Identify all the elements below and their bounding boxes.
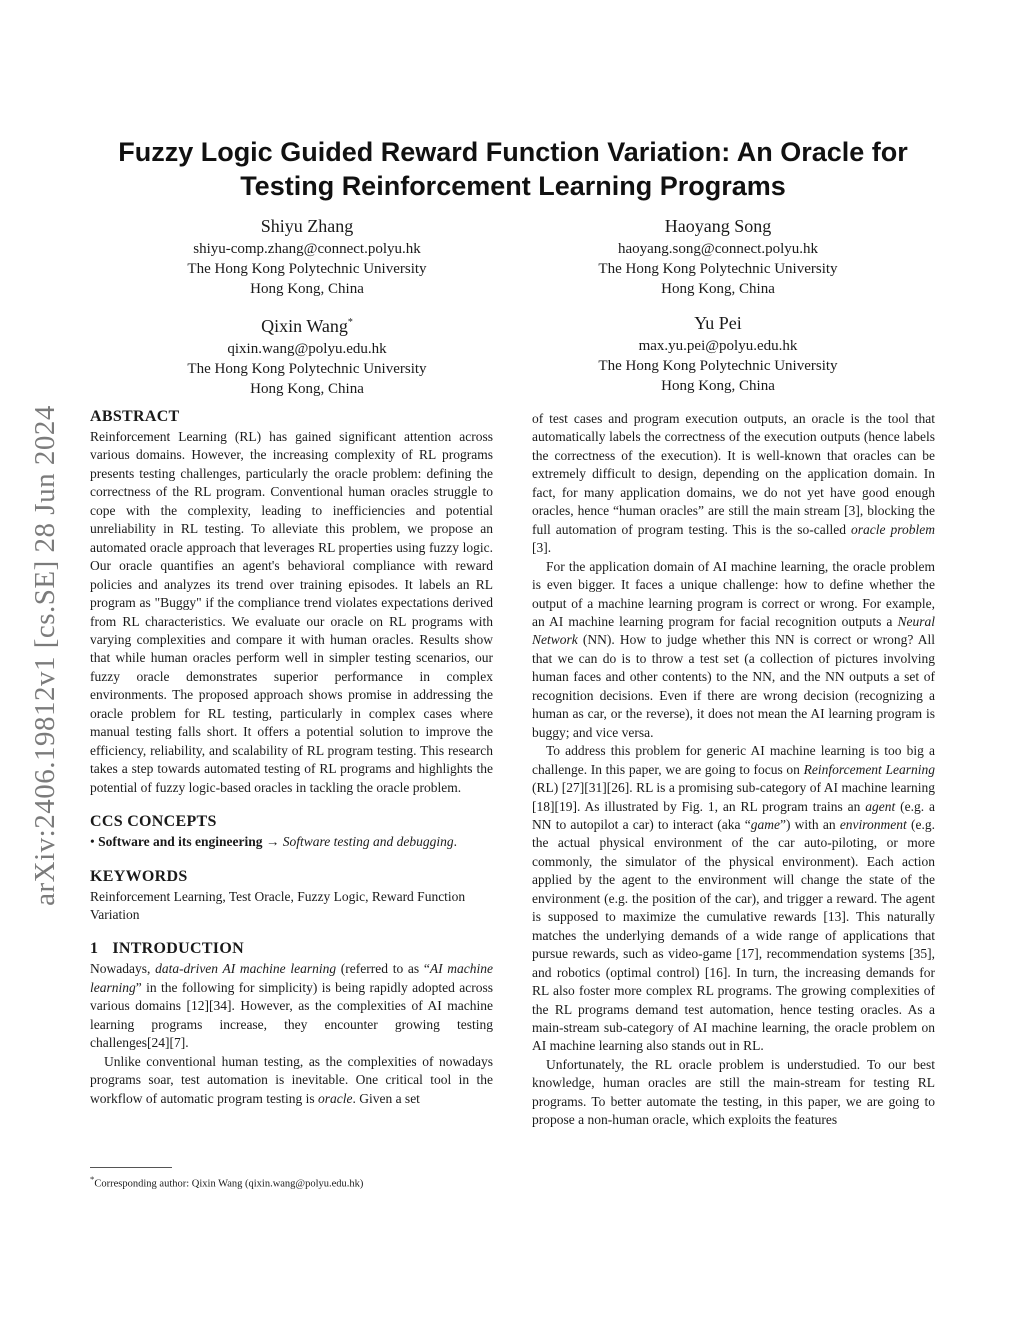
abstract-heading: ABSTRACT <box>90 408 180 425</box>
ccs-concepts: • Software and its engineering → Software testing and debugging. <box>90 834 457 850</box>
author-location: Hong Kong, China <box>250 381 364 397</box>
author-name: Shiyu Zhang <box>260 216 354 236</box>
author-block <box>528 311 908 396</box>
paragraph: Unfortunately, the RL oracle problem is understudied. To our best knowledge, human oracles are still the main-stream for testing RL programs. To better automate the testing, in this paper, we are going to propose a non-human oracle, which exploits the features <box>532 1056 935 1128</box>
author-email: max.yu.pei@polyu.edu.hk <box>638 338 798 354</box>
paragraph: of test cases and program execution outputs, an oracle is the tool that automatically labels the correctness of the execution outputs (hence labels the correctness of the execution). It is well-known that oracles can be extremely difficult to design, depending on the application domain. In fact, for many application domains, we do not yet have good enough oracles, hence “human oracles” are still the main stream [3], blocking the full automation of program testing. This is the so-called oracle problem [3]. <box>532 411 936 556</box>
author-affiliation: The Hong Kong Polytechnic University <box>187 361 427 377</box>
keywords-heading: KEYWORDS <box>90 867 188 885</box>
footnote-mark: * <box>90 1174 95 1184</box>
author-name <box>117 311 497 338</box>
footnote-text: Corresponding author: Qixin Wang (qixin.wang@polyu.edu.hk) <box>94 1178 364 1190</box>
author-name-text: Qixin Wang <box>261 316 348 336</box>
right-column <box>532 410 935 1130</box>
abstract-text: Reinforcement Learning (RL) has gained significant attention across various domains. However, the increasing complexity of RL programs presents testing challenges, particularly the oracle problem: defining the correctness of the RL program. Conventional human oracles struggle to cope with the complexity, leading to inefficiencies and potential unreliability in RL testing. To alleviate this problem, we propose an automated oracle approach that leverages RL properties using fuzzy logic. Our oracle quantifies an agent's behavioral compliance with reward policies and analyzes its trend over training episodes. It labels an RL program as "Buggy" if the compliance trend violates expectations derived from RL characteristics. We evaluate our oracle on RL programs with varying complexities and compare it with human oracles. Results show that while human oracles perform well in simpler testing scenarios, our fuzzy oracle demonstrates superior performance in complex environments. The proposed approach shows promise in addressing the oracle problem for RL testing, particularly in complex cases where manual testing falls short. It offers a potential solution to improve the efficiency, reliability, and scalability of RL program testing. This research takes a step towards automated testing of RL programs and highlights the potential of fuzzy logic-based oracles in tackling the oracle problem. <box>90 429 493 795</box>
corresponding-mark: * <box>347 317 353 328</box>
paragraph: Nowadays, data-driven AI machine learning (referred to as “AI machine learning” in the following for simplicity) is being rapidly adopted across various domains [12][34]. However, as the complexities of AI machine learning programs increase, they encounter growing testing challenges[24][7]. <box>90 961 493 1051</box>
footnote <box>90 1172 590 1192</box>
author-name: Haoyang Song <box>664 216 772 236</box>
author-location: Hong Kong, China <box>661 378 775 394</box>
author-email: haoyang.song@connect.polyu.hk <box>617 241 819 257</box>
keywords-text: Reinforcement Learning, Test Oracle, Fuzzy Logic, Reward Function Variation <box>90 888 466 922</box>
author-location: Hong Kong, China <box>661 281 775 297</box>
arxiv-id-text: arXiv:2406.19812v1 [cs.SE] 28 Jun 2024 <box>28 404 61 906</box>
author-block <box>528 214 908 299</box>
footnote-rule <box>90 1167 172 1168</box>
paragraph: Unlike conventional human testing, as the complexities of nowadays programs soar, test automation is inevitable. One critical tool in the workflow of automatic program testing is oracle. Given a set <box>90 1053 493 1106</box>
author-email: qixin.wang@polyu.edu.hk <box>227 341 387 357</box>
section-heading <box>90 938 493 960</box>
author-email: shiyu-comp.zhang@connect.polyu.hk <box>193 241 421 257</box>
section-number: 1 <box>90 940 99 958</box>
section-title: INTRODUCTION <box>112 940 244 958</box>
paper-title: Fuzzy Logic Guided Reward Function Variation: An Oracle for Testing Reinforcement Learning Programs <box>118 137 908 201</box>
author-affiliation: The Hong Kong Polytechnic University <box>598 358 838 374</box>
author-name: Yu Pei <box>694 313 742 333</box>
author-affiliation: The Hong Kong Polytechnic University <box>598 261 838 277</box>
paragraph: For the application domain of AI machine learning, the oracle problem is even bigger. It faces a unique challenge: how to define whether the output of a machine learning program is correct or wrong. For example, an AI machine learning program for facial recognition outputs a Neural Network (NN). How to judge whether this NN is correct or wrong? All that we can do is to throw a test set (a collection of pictures involving human faces and other contents) to the NN, and the NN outputs a set of recognition decisions. Even if there are wrong decision (recognizing a human as car, or the reverse), it does not mean the AI learning program is buggy; and vice versa. <box>532 558 935 740</box>
author-block <box>117 311 497 399</box>
author-affiliation: The Hong Kong Polytechnic University <box>187 261 427 277</box>
author-block <box>117 214 497 299</box>
paragraph: To address this problem for generic AI machine learning is too big a challenge. In this paper, we are going to focus on Reinforcement Learning (RL) [27][31][26]. RL is a promising sub-category of AI machine learning [18][19]. As illustrated by Fig. 1, an RL program trains an agent (e.g. a NN to autopilot a car) to interact (aka “game”) with an environment (e.g. the actual physical environment of the car auto-piloting, or more commonly, the simulator of the physical environment). Each action applied by the agent to the environment will change the state of the environment (e.g. the position of the car), and trigger a reward. The agent is supposed to maximize the cumulative rewards [13]. This naturally matches the underlying demands of a wide range of applications that pursue rewards, such as video-game [17], recommendation systems [35], and robotics (optimal control) [16]. In turn, the increasing demands for RL also foster more complex RL programs. The growing complexities of the RL programs demand test automation, hence testing oracles. As a main-stream sub-category of AI machine learning, the oracle problem on AI machine learning also stands out in RL. <box>532 743 935 1054</box>
left-column <box>90 406 493 1108</box>
ccs-heading: CCS CONCEPTS <box>90 813 217 831</box>
author-location: Hong Kong, China <box>250 281 364 297</box>
arxiv-identifier <box>22 365 68 945</box>
